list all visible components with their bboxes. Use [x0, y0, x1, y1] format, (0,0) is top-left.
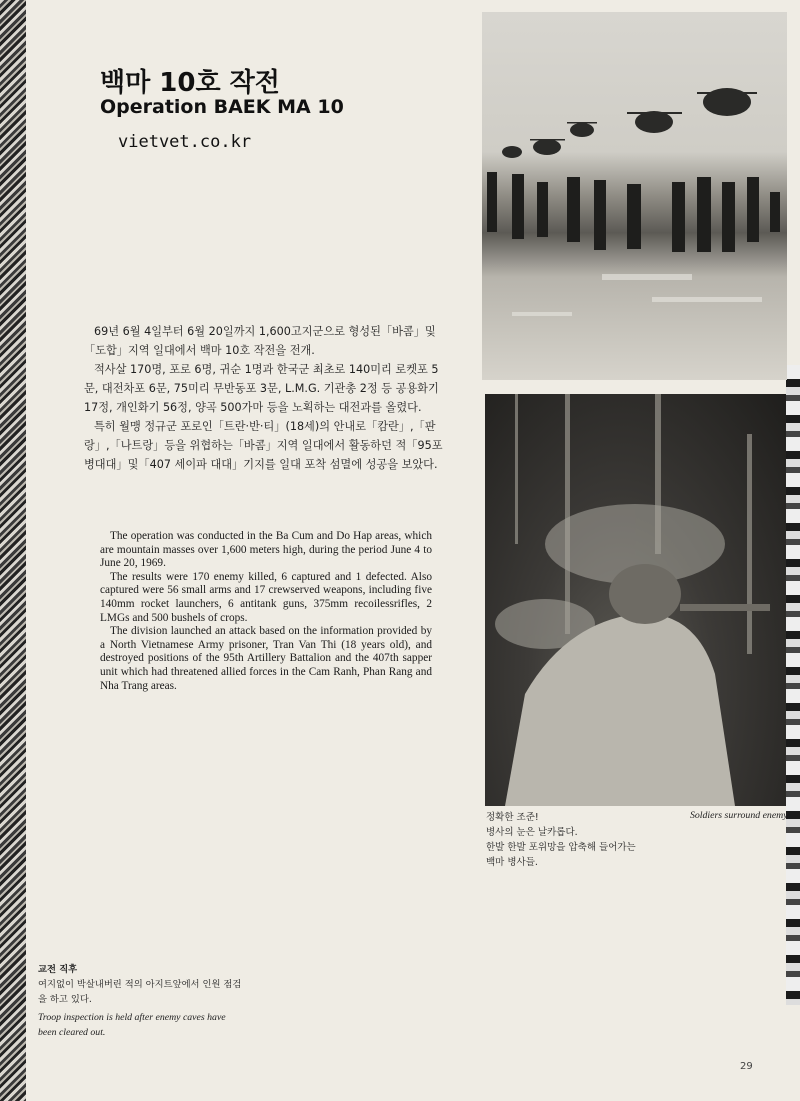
- photo-caption-right-english: Soldiers surround enemy: [690, 810, 788, 821]
- english-paragraph: The results were 170 enemy killed, 6 captured and 1 defected. Also captured were 56 small arms and 17 crewserved weapons, including five 140mm rocket launchers, 6 antitank guns, 375mm recoilessrifles, 2 LMGs and 500 bushels of crops.: [100, 570, 432, 624]
- korean-article: [84, 322, 444, 474]
- photo-soldier-drawing: [485, 394, 786, 806]
- caption-heading: 교전 직후: [38, 964, 78, 975]
- korean-paragraph: 69년 6월 4일부터 6월 20일까지 1,600고지군으로 형성된「바콤」및「도합」지역 일대에서 백마 10호 작전을 전개.: [84, 325, 436, 357]
- english-paragraph: The division launched an attack based on the information provided by a North Vietnamese Army prisoner, Tran Van Thi (18 years old), and destroyed positions of the 95th Artillery Battalion and the 407th sapper unit which had threatened allied forces in the Cam Ranh, Phan Rang and Nha Trang areas.: [100, 625, 432, 692]
- caption-line: 여지없이 박살내버린 적의 아지트앞에서 인원 점검: [38, 979, 242, 990]
- caption-line: 병사의 눈은 날카롭다.: [486, 827, 578, 838]
- english-paragraph: The operation was conducted in the Ba Cum and Do Hap areas, which are mountain masses over 1,600 meters high, during the period June 4 to June 20, 1969.: [100, 530, 432, 570]
- page-number: 29: [740, 1061, 753, 1072]
- korean-paragraph: 특히 월맹 정규군 포로인「트란·반·티」(18세)의 안내로「캄란」,「판랑」,「나트랑」등을 위협하는「바콤」지역 일대에서 활동하던 적「95포병대대」및「407 세이파 대대」기지를 일대 포착 섬멸에 성공을 보았다.: [84, 420, 443, 471]
- adjacent-page-edge-right: [786, 365, 800, 1005]
- page-title-english: Operation BAEK MA 10: [100, 96, 344, 118]
- photo-helicopters-troops: [482, 12, 787, 380]
- site-watermark: vietvet.co.kr: [118, 132, 252, 152]
- english-article: [100, 530, 432, 693]
- page-title-korean: 백마 10호 작전: [100, 68, 280, 98]
- caption-line: 한발 한발 포위망을 압축해 들어가는: [486, 842, 636, 853]
- caption-line: 을 하고 있다.: [38, 994, 92, 1005]
- caption-line: Troop inspection is held after enemy caves have: [38, 1012, 226, 1023]
- photo-helicopters-drawing: [482, 12, 787, 380]
- caption-line: 백마 병사들.: [486, 857, 538, 868]
- photo-caption-left: [38, 962, 268, 1040]
- caption-line: 정확한 조준!: [486, 812, 539, 823]
- korean-paragraph: 적사살 170명, 포로 6명, 귀순 1명과 한국군 최초로 140미리 로켓포 5문, 대전차포 6문, 75미리 무반동포 3문, L.M.G. 기관총 2정 등 공용화기 17정, 개인화기 56정, 양곡 500가마 등을 노획하는 대전과를 올렸다.: [84, 363, 439, 414]
- photo-soldier-aiming: [485, 394, 786, 806]
- caption-line: been cleared out.: [38, 1027, 106, 1038]
- caption-english: [38, 1010, 268, 1040]
